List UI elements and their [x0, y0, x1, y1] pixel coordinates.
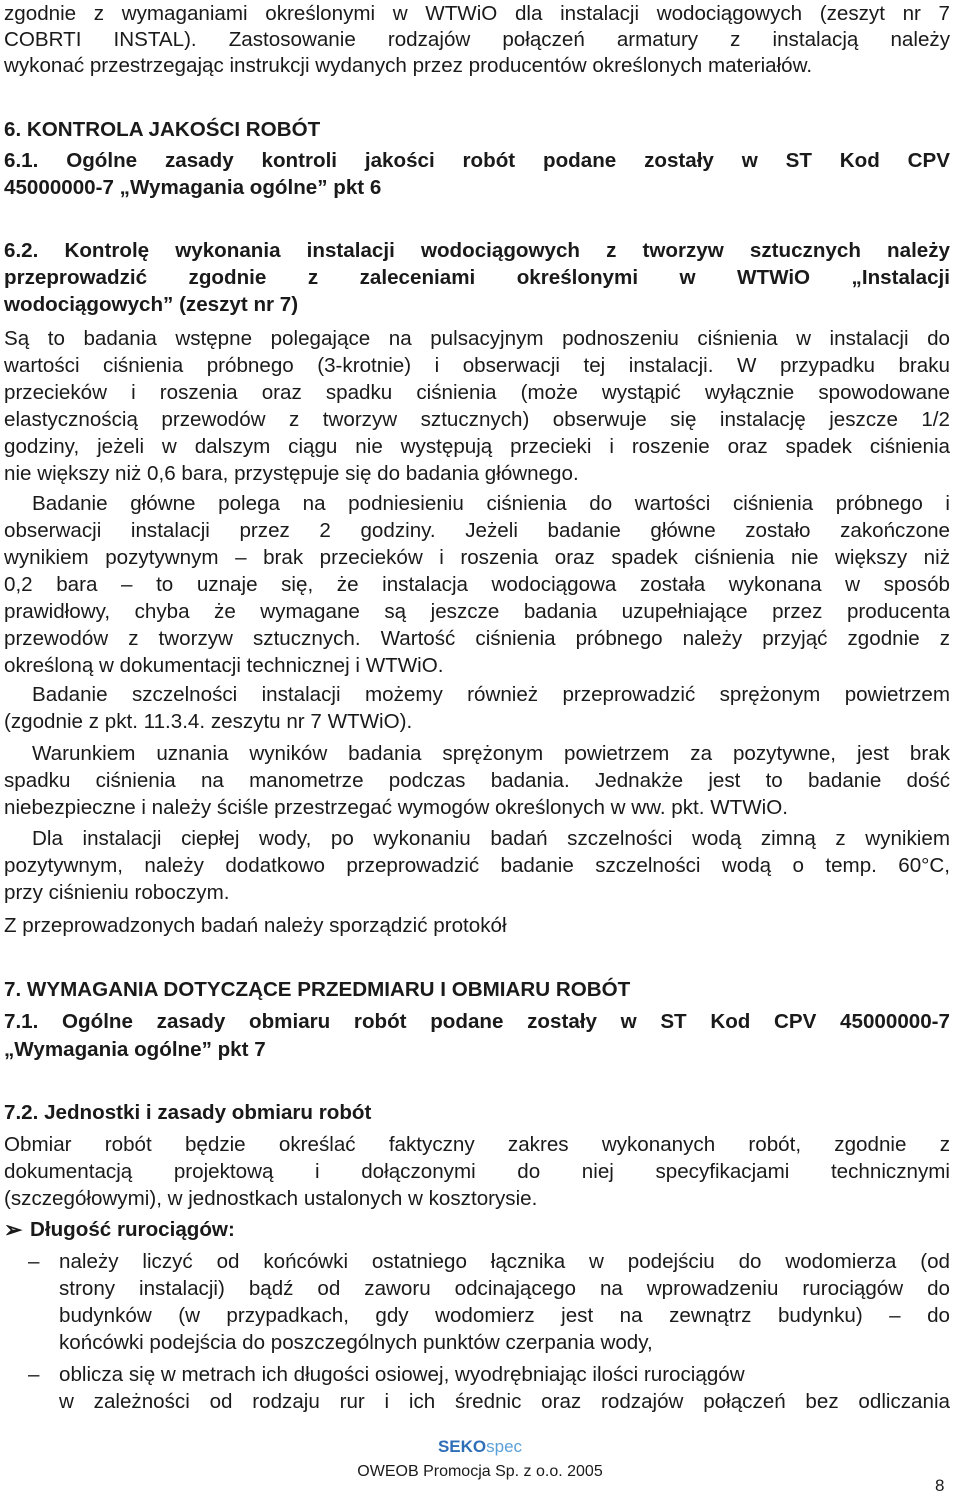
paragraph-line: wartości ciśnienia próbnego (3-krotnie) i obserwacji tej instalacji. W przypadku braku	[4, 354, 950, 377]
paragraph-line: określoną w dokumentacji technicznej i WTWiO.	[4, 654, 444, 677]
paragraph-line: godziny, jeżeli w dalszym ciągu nie występują przecieki i roszenie oraz spadek ciśnienia	[4, 435, 950, 458]
paragraph-line: Obmiar robót będzie określać faktyczny zakres wykonanych robót, zgodnie z	[4, 1133, 950, 1156]
bullet-heading: Długość rurociągów:	[30, 1218, 235, 1241]
dash-bullet-icon: –	[28, 1250, 40, 1273]
paragraph-line: 0,2 bara – to uznaje się, że instalacja wodociągowa została wykonana w sposób	[4, 573, 950, 596]
subsection-heading-6-1-cont: 45000000-7 „Wymagania ogólne” pkt 6	[4, 176, 382, 199]
paragraph-line: przecieków i roszenia oraz spadku ciśnienia (może wystąpić wyłącznie spowodowane	[4, 381, 950, 404]
list-item-line: strony instalacji) bądź od zaworu odcinającego na wprowadzeniu rurociągów do	[59, 1277, 950, 1300]
list-item-line: końcówki podejścia do poszczególnych punktów czerpania wody,	[59, 1331, 653, 1354]
paragraph-line: Dla instalacji ciepłej wody, po wykonaniu badań szczelności wodą zimną z wynikiem	[32, 827, 950, 850]
paragraph-line: niebezpieczne i należy ściśle przestrzegać wymogów określonych w ww. pkt. WTWiO.	[4, 796, 788, 819]
subsection-heading-6-2-cont: wodociągowych” (zeszyt nr 7)	[4, 293, 299, 316]
subsection-heading-7-1-cont: „Wymagania ogólne” pkt 7	[4, 1038, 266, 1061]
list-item-line: należy liczyć od końcówki ostatniego łącznika w podejściu do wodomierza (od	[59, 1250, 950, 1273]
paragraph-line: COBRTI INSTAL). Zastosowanie rodzajów połączeń armatury z instalacją należy	[4, 28, 950, 51]
paragraph-line: Są to badania wstępne polegające na pulsacyjnym podnoszeniu ciśnienia w instalacji do	[4, 327, 950, 350]
paragraph-line: przewodów z tworzyw sztucznych. Wartość ciśnienia próbnego należy przyjąć zgodnie z	[4, 627, 950, 650]
paragraph-line: obserwacji instalacji przez 2 godziny. Jeżeli badanie główne zostało zakończone	[4, 519, 950, 542]
subsection-heading-7-1: 7.1. Ogólne zasady obmiaru robót podane zostały w ST Kod CPV 45000000-7	[4, 1010, 950, 1033]
subsection-heading-6-2: 6.2. Kontrolę wykonania instalacji wodociągowych z tworzyw sztucznych należy	[4, 239, 950, 262]
logo-text-spec: spec	[486, 1437, 523, 1456]
subsection-heading-7-2: 7.2. Jednostki i zasady obmiaru robót	[4, 1101, 372, 1124]
paragraph-line: wynikiem pozytywnym – brak przecieków i roszenia oraz spadek ciśnienia nie większy niż	[4, 546, 950, 569]
paragraph-line: (zgodnie z pkt. 11.3.4. zeszytu nr 7 WTWiO).	[4, 710, 413, 733]
footer-company: OWEOB Promocja Sp. z o.o. 2005	[357, 1463, 603, 1480]
subsection-heading-6-1: 6.1. Ogólne zasady kontroli jakości robót podane zostały w ST Kod CPV	[4, 149, 950, 172]
footer-logo	[0, 1437, 960, 1457]
list-item-line: oblicza się w metrach ich długości osiowej, wyodrębniając ilości rurociągów	[59, 1363, 745, 1386]
paragraph-line: wykonać przestrzegając instrukcji wydanych przez producentów określonych materiałów.	[4, 54, 813, 77]
paragraph-line: spadku ciśnienia na manometrze podczas badania. Jednakże jest to badanie dość	[4, 769, 950, 792]
paragraph-line: elastycznością przewodów z tworzyw sztucznych) obserwuje się instalację jeszcze 1/2	[4, 408, 950, 431]
subsection-heading-6-2-cont: przeprowadzić zgodnie z zaleceniami określonymi w WTWiO „Instalacji	[4, 266, 950, 289]
paragraph-line: Badanie szczelności instalacji możemy również przeprowadzić sprężonym powietrzem	[32, 683, 950, 706]
paragraph-line: Z przeprowadzonych badań należy sporządzić protokół	[4, 914, 507, 937]
list-item-line: w zależności od rodzaju rur i ich średnic oraz rodzajów połączeń bez odliczania	[59, 1390, 950, 1413]
paragraph-line: zgodnie z wymaganiami określonymi w WTWiO dla instalacji wodociągowych (zeszyt nr 7	[4, 2, 950, 25]
section-heading-6: 6. KONTROLA JAKOŚCI ROBÓT	[4, 118, 321, 141]
paragraph-line: (szczegółowymi), w jednostkach ustalonych w kosztorysie.	[4, 1187, 538, 1210]
paragraph-line: Badanie główne polega na podniesieniu ciśnienia do wartości ciśnienia próbnego i	[32, 492, 950, 515]
list-item-line: budynków (w przypadkach, gdy wodomierz jest na zewnątrz budynku) – do	[59, 1304, 950, 1327]
paragraph-line: pozytywnym, należy dodatkowo przeprowadzić badanie szczelności wodą o temp. 60°C,	[4, 854, 950, 877]
paragraph-line: prawidłowy, chyba że wymagane są jeszcze badania uzupełniające przez producenta	[4, 600, 950, 623]
paragraph-line: przy ciśnieniu roboczym.	[4, 881, 230, 904]
paragraph-line: dokumentacją projektową i dołączonymi do niej specyfikacjami technicznymi	[4, 1160, 950, 1183]
arrow-bullet-icon: ➢	[4, 1217, 23, 1242]
logo-text-seko: SEKO	[437, 1437, 487, 1456]
dash-bullet-icon: –	[28, 1363, 40, 1386]
section-heading-7: 7. WYMAGANIA DOTYCZĄCE PRZEDMIARU I OBMIARU ROBÓT	[4, 978, 631, 1001]
paragraph-line: nie większy niż 0,6 bara, przystępuje się do badania głównego.	[4, 462, 579, 485]
paragraph-line: Warunkiem uznania wyników badania sprężonym powietrzem za pozytywne, jest brak	[32, 742, 950, 765]
page-number: 8	[935, 1476, 945, 1495]
